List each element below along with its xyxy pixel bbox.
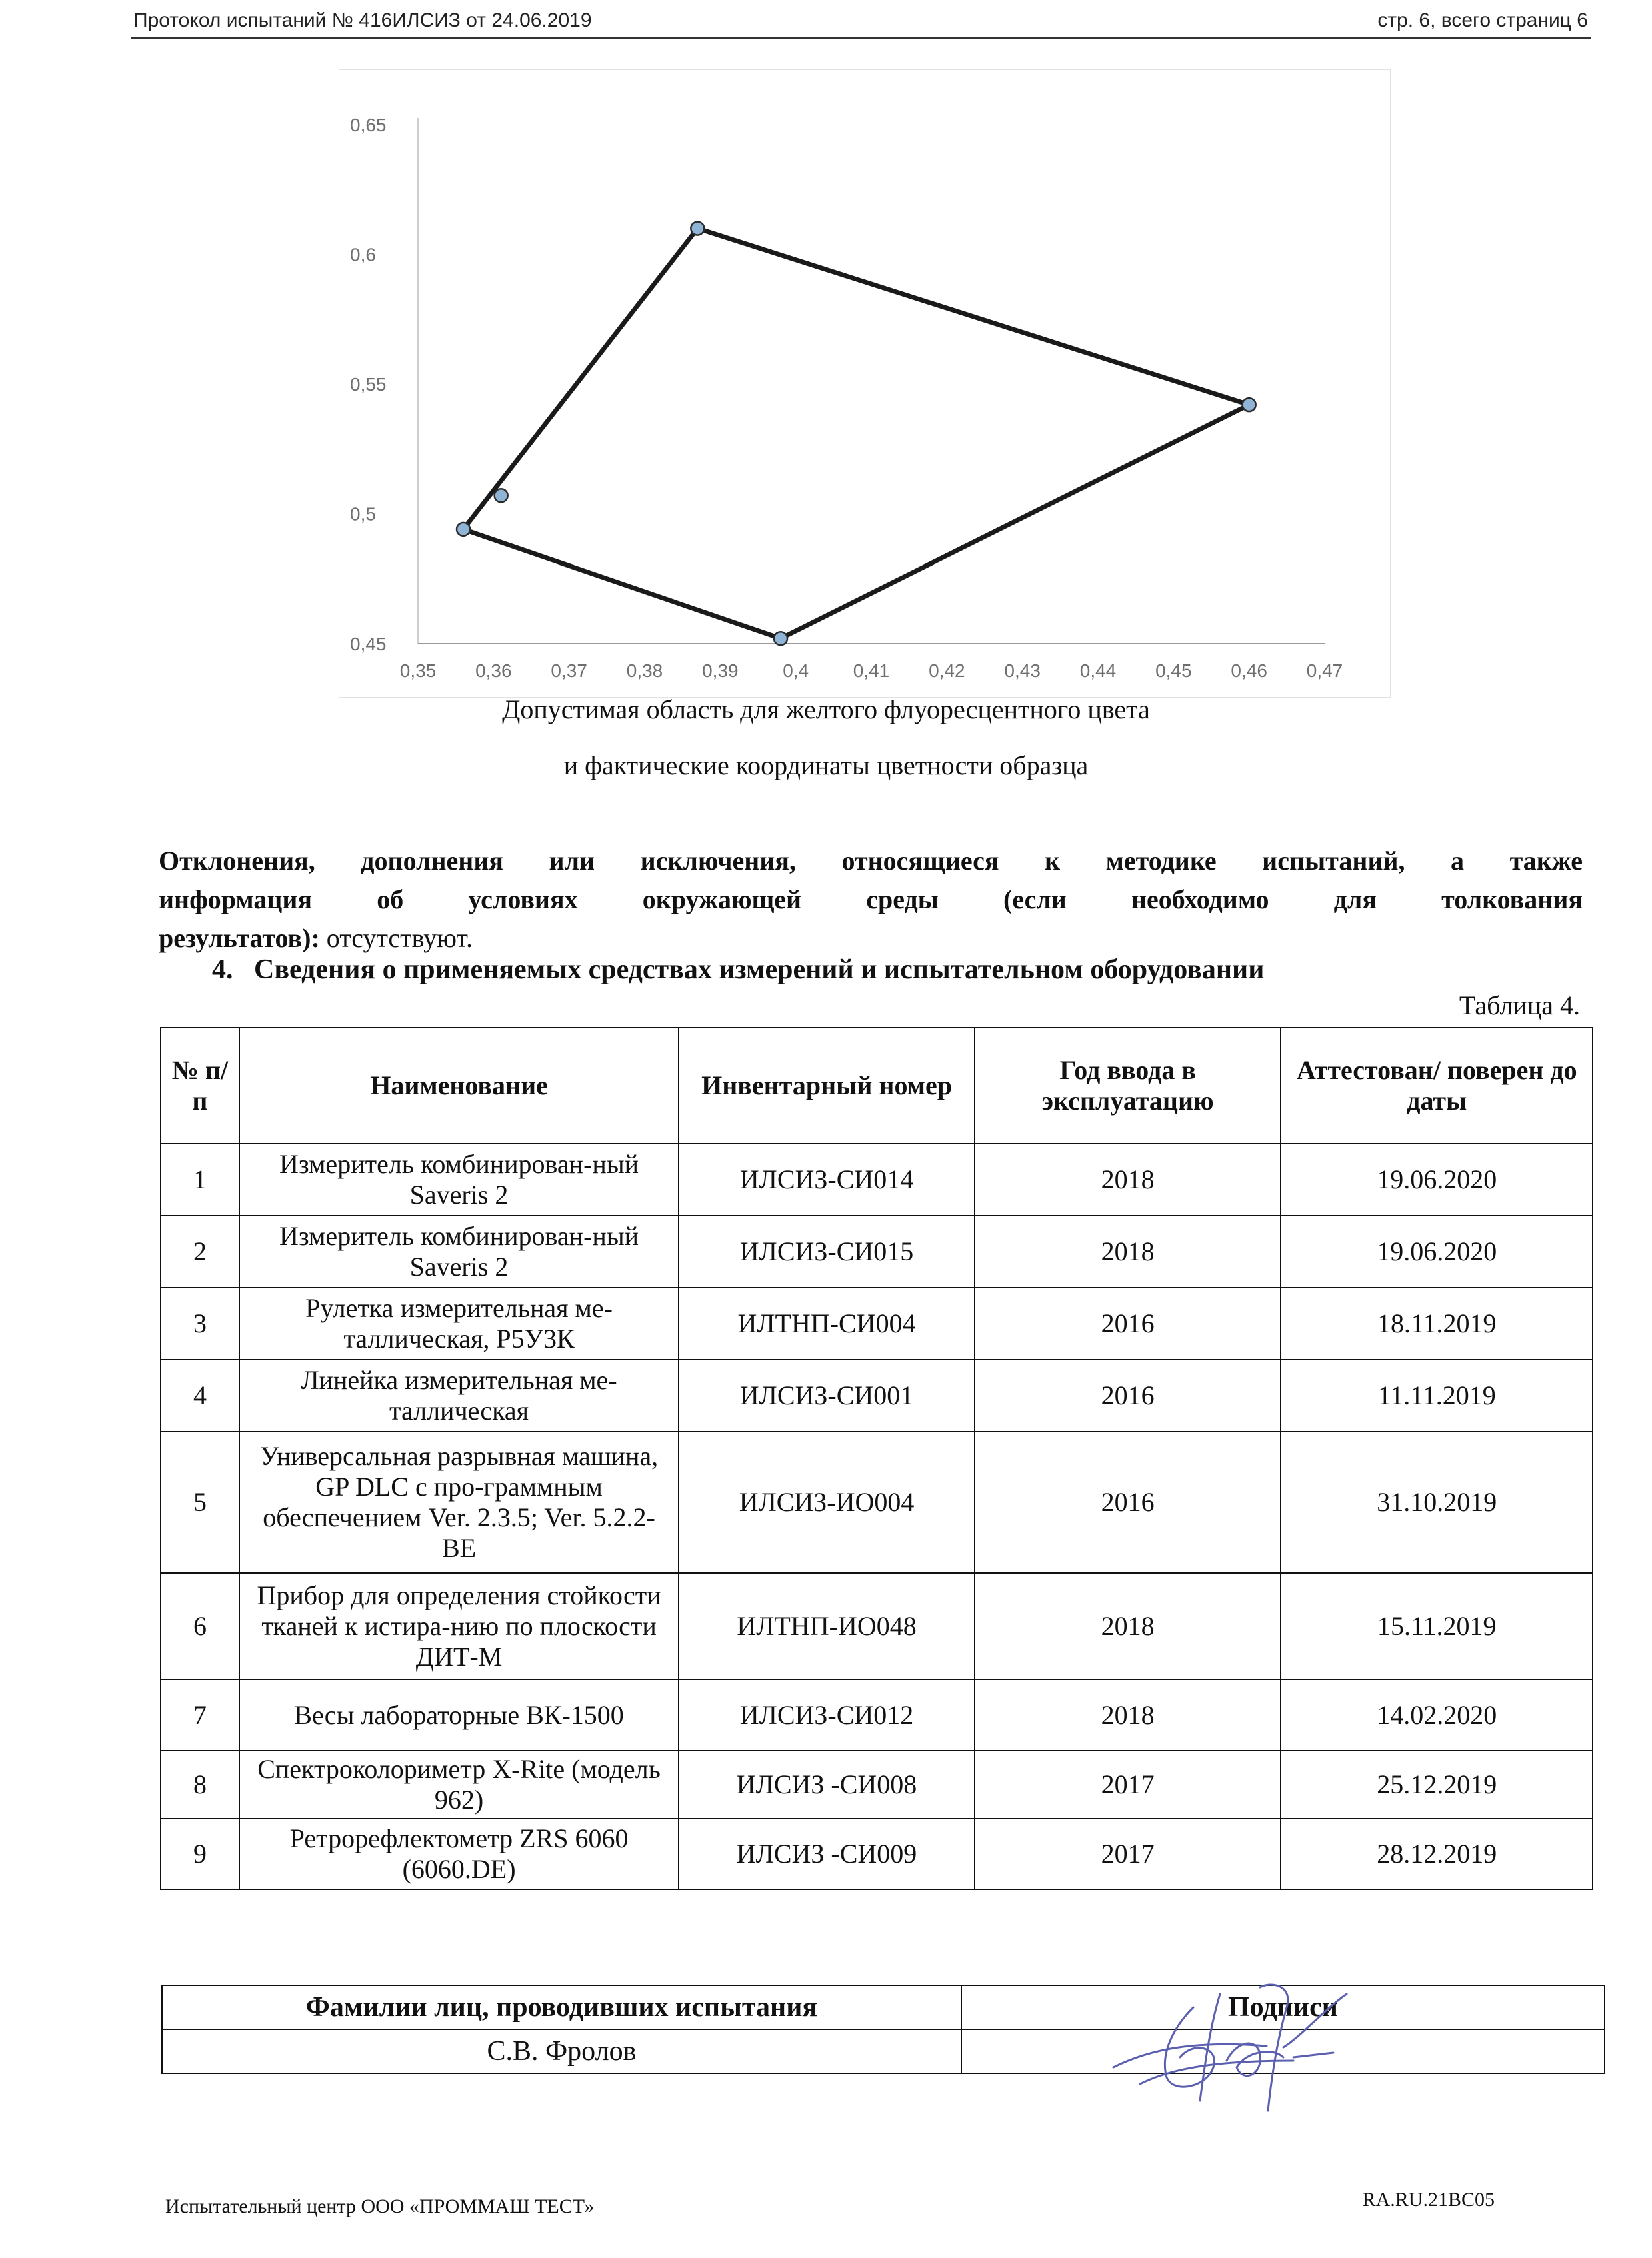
header-inventory: Инвентарный номер xyxy=(679,1028,975,1144)
verified-until: 25.12.2019 xyxy=(1281,1751,1593,1819)
table-row xyxy=(161,1144,1593,1216)
row-number: 1 xyxy=(161,1144,239,1216)
table-row xyxy=(161,1288,1593,1360)
signature-table xyxy=(161,1985,1605,2074)
tester-name: С.В. Фролов xyxy=(162,2029,961,2073)
region-vertex-point xyxy=(774,632,787,645)
inventory-number: ИЛСИЗ-СИ001 xyxy=(679,1360,975,1432)
chart-svg xyxy=(339,70,1390,697)
x-tick-label: 0,43 xyxy=(1004,660,1041,681)
equipment-table xyxy=(160,1027,1593,1890)
x-tick-label: 0,42 xyxy=(929,660,965,681)
equipment-name: Весы лабораторные ВК-1500 xyxy=(239,1680,679,1751)
table-row xyxy=(161,1680,1593,1751)
deviations-line-3: результатов): xyxy=(159,923,320,953)
x-tick-label: 0,44 xyxy=(1079,660,1117,681)
verified-until: 19.06.2020 xyxy=(1281,1144,1593,1216)
header-year: Год ввода в эксплуатацию xyxy=(975,1028,1281,1144)
inventory-number: ИЛСИЗ -СИ008 xyxy=(679,1751,975,1819)
table-row xyxy=(161,1432,1593,1573)
equipment-name: Рулетка измерительная ме-таллическая, Р5У3К xyxy=(239,1288,679,1360)
x-tick-label: 0,45 xyxy=(1155,660,1192,681)
inventory-number: ИЛСИЗ-СИ014 xyxy=(679,1144,975,1216)
y-tick-label: 0,45 xyxy=(350,634,387,654)
header-name: Наименование xyxy=(239,1028,679,1144)
y-tick-label: 0,5 xyxy=(350,503,376,525)
handwritten-signature xyxy=(1093,1967,1373,2121)
inventory-number: ИЛСИЗ-СИ012 xyxy=(679,1680,975,1751)
verified-until: 31.10.2019 xyxy=(1281,1432,1593,1573)
equipment-name: Прибор для определения стойкости тканей к истира-нию по плоскости ДИТ-М xyxy=(239,1573,679,1680)
verified-until: 15.11.2019 xyxy=(1281,1573,1593,1680)
commission-year: 2018 xyxy=(975,1573,1281,1680)
row-number: 9 xyxy=(161,1819,239,1889)
x-tick-label: 0,47 xyxy=(1306,660,1343,681)
x-tick-label: 0,38 xyxy=(626,660,663,681)
x-tick-label: 0,37 xyxy=(551,660,587,681)
commission-year: 2018 xyxy=(975,1680,1281,1751)
row-number: 4 xyxy=(161,1360,239,1432)
inventory-number: ИЛСИЗ -СИ009 xyxy=(679,1819,975,1889)
header-verified: Аттестован/ поверен до даты xyxy=(1281,1028,1593,1144)
region-vertex-point xyxy=(1243,398,1256,411)
region-boundary-line xyxy=(463,229,1249,639)
inventory-number: ИЛТНП-ИО048 xyxy=(679,1573,975,1680)
protocol-header: Протокол испытаний № 416ИЛСИЗ от 24.06.2019 xyxy=(133,9,592,31)
table-row xyxy=(161,1360,1593,1432)
x-tick-label: 0,4 xyxy=(783,660,809,681)
table-caption: Таблица 4. xyxy=(1459,990,1580,1020)
inventory-number: ИЛСИЗ-СИ015 xyxy=(679,1216,975,1288)
verified-until: 28.12.2019 xyxy=(1281,1819,1593,1889)
equipment-name: Измеритель комбинирован-ный Saveris 2 xyxy=(239,1216,679,1288)
chart-caption-line2: и фактические координаты цветности образца xyxy=(563,750,1089,780)
signature-row xyxy=(162,2029,1605,2073)
header-number: № п/п xyxy=(161,1028,239,1144)
inventory-number: ИЛТНП-СИ004 xyxy=(679,1288,975,1360)
deviations-paragraph xyxy=(159,842,1583,958)
row-number: 3 xyxy=(161,1288,239,1360)
row-number: 2 xyxy=(161,1216,239,1288)
region-vertex-point xyxy=(457,523,470,536)
inventory-number: ИЛСИЗ-ИО004 xyxy=(679,1432,975,1573)
footer-accreditation: RA.RU.21ВС05 xyxy=(1362,2189,1495,2211)
deviations-value: отсутствуют. xyxy=(319,923,473,953)
commission-year: 2016 xyxy=(975,1432,1281,1573)
header-rule xyxy=(131,37,1591,39)
section-number: 4. xyxy=(212,954,233,985)
verified-until: 18.11.2019 xyxy=(1281,1288,1593,1360)
chromaticity-chart xyxy=(339,69,1391,698)
equipment-name: Линейка измерительная ме-таллическая xyxy=(239,1360,679,1432)
signatures-header: Подписи xyxy=(961,1985,1605,2029)
footer-organization: Испытательный центр ООО «ПРОММАШ ТЕСТ» xyxy=(165,2195,595,2217)
table-row xyxy=(161,1216,1593,1288)
section-title xyxy=(212,954,1264,986)
chart-caption-line1: Допустимая область для желтого флуоресцентного цвета xyxy=(502,694,1150,724)
deviations-line-2: информация об условиях окружающей среды (если необходимо для толкования xyxy=(159,884,1583,914)
sample-point xyxy=(495,489,508,502)
signature-header-row xyxy=(162,1985,1605,2029)
deviations-line-1: Отклонения, дополнения или исключения, относящиеся к методике испытаний, а также xyxy=(159,846,1583,876)
row-number: 6 xyxy=(161,1573,239,1680)
equipment-name: Универсальная разрывная машина, GP DLC с про-граммным обеспечением Ver. 2.3.5; Ver. 5.2.2-BE xyxy=(239,1432,679,1573)
commission-year: 2016 xyxy=(975,1288,1281,1360)
table-row xyxy=(161,1819,1593,1889)
verified-until: 11.11.2019 xyxy=(1281,1360,1593,1432)
row-number: 5 xyxy=(161,1432,239,1573)
x-tick-label: 0,36 xyxy=(475,660,512,681)
y-tick-label: 0,65 xyxy=(350,115,387,135)
table-row xyxy=(161,1573,1593,1680)
equipment-name: Ретрорефлектометр ZRS 6060 (6060.DE) xyxy=(239,1819,679,1889)
row-number: 7 xyxy=(161,1680,239,1751)
commission-year: 2017 xyxy=(975,1751,1281,1819)
commission-year: 2017 xyxy=(975,1819,1281,1889)
equipment-name: Измеритель комбинирован-ный Saveris 2 xyxy=(239,1144,679,1216)
table-header-row xyxy=(161,1028,1593,1144)
x-tick-label: 0,46 xyxy=(1231,660,1267,681)
equipment-name: Спектроколориметр X-Rite (модель 962) xyxy=(239,1751,679,1819)
section-title-text: Сведения о применяемых средствах измерений и испытательном оборудовании xyxy=(254,954,1265,985)
verified-until: 19.06.2020 xyxy=(1281,1216,1593,1288)
x-tick-label: 0,39 xyxy=(702,660,739,681)
x-tick-label: 0,35 xyxy=(399,660,437,681)
commission-year: 2018 xyxy=(975,1216,1281,1288)
y-tick-label: 0,55 xyxy=(350,374,387,395)
region-vertex-point xyxy=(691,222,704,235)
commission-year: 2016 xyxy=(975,1360,1281,1432)
commission-year: 2018 xyxy=(975,1144,1281,1216)
testers-header: Фамилии лиц, проводивших испытания xyxy=(162,1985,961,2029)
page-counter: стр. 6, всего страниц 6 xyxy=(1377,9,1588,31)
row-number: 8 xyxy=(161,1751,239,1819)
y-tick-label: 0,6 xyxy=(350,244,376,265)
x-tick-label: 0,41 xyxy=(853,660,890,681)
table-row xyxy=(161,1751,1593,1819)
verified-until: 14.02.2020 xyxy=(1281,1680,1593,1751)
